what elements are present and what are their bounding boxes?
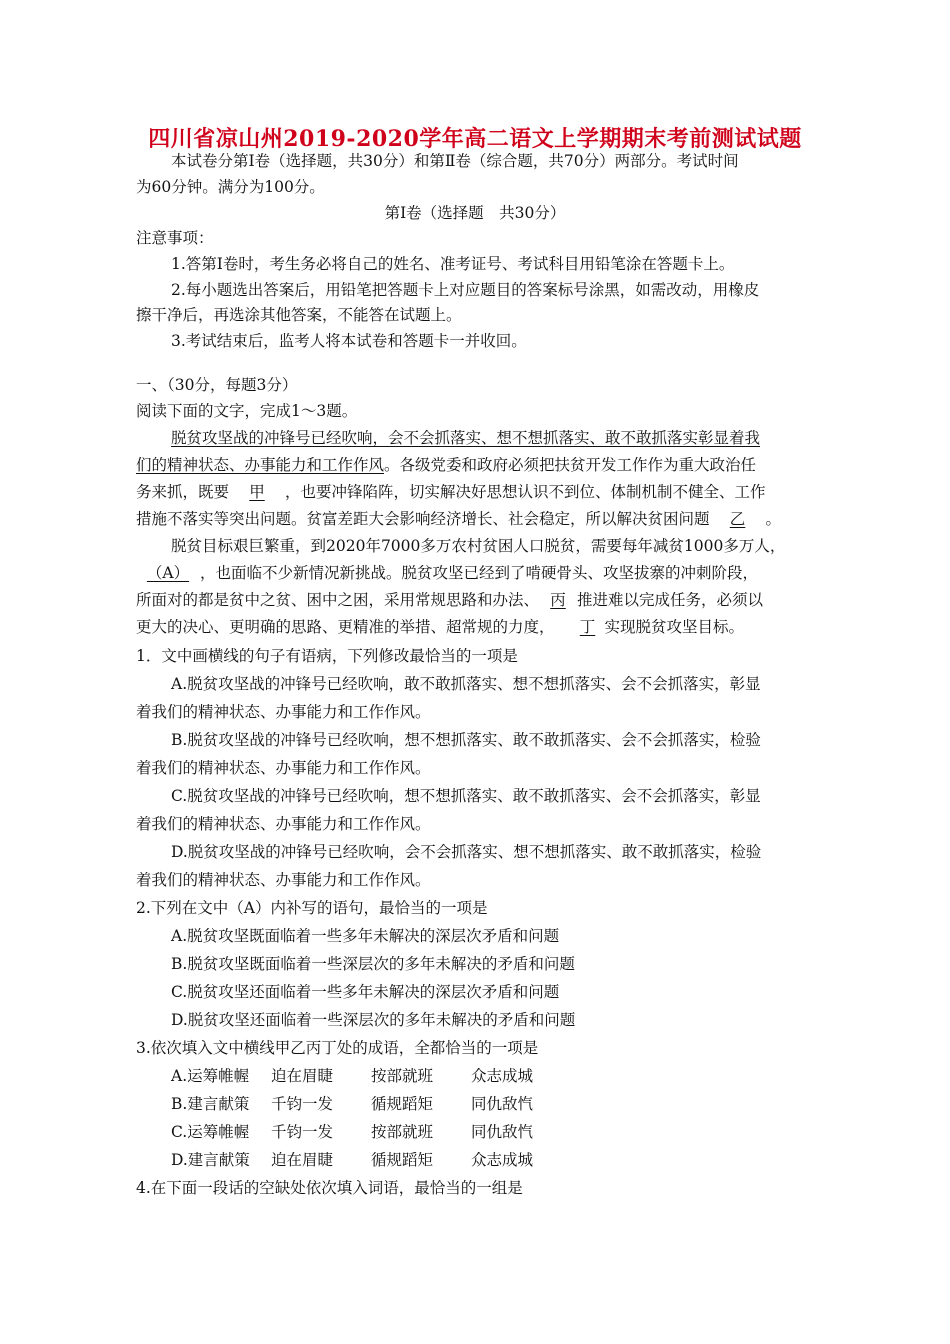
notice-item-2: 2.每小题选出答案后，用铅笔把答题卡上对应题目的答案标号涂黑，如需改动，用橡皮 <box>171 281 760 299</box>
idiom: 按部就班 <box>371 1067 434 1085</box>
part-heading: 一、（30分，每题3分） <box>136 376 298 394</box>
passage-text: ，也要冲锋陷阵，切实解决好思想认识不到位、体制机制不健全、工作 <box>285 483 766 501</box>
q2-option-c: C.脱贫攻坚还面临着一些多年未解决的深层次矛盾和问题 <box>171 983 560 1001</box>
q1-option-c-cont: 着我们的精神状态、办事能力和工作作风。 <box>136 815 431 833</box>
blank-yi: 乙 <box>729 510 746 528</box>
passage-line-8 <box>136 617 744 637</box>
idiom: 众志成城 <box>471 1067 534 1085</box>
q1-option-b: B.脱贫攻坚战的冲锋号已经吹响，想不想抓落实、敢不敢抓落实、会不会抓落实，检验 <box>171 731 761 749</box>
passage-line-6 <box>136 563 758 583</box>
idiom: 迫在眉睫 <box>271 1067 334 1085</box>
q1-option-b-cont: 着我们的精神状态、办事能力和工作作风。 <box>136 759 431 777</box>
idiom: 迫在眉睫 <box>271 1151 334 1169</box>
q1-option-c: C.脱贫攻坚战的冲锋号已经吹响，想不想抓落实、敢不敢抓落实、会不会抓落实，彰显 <box>171 787 761 805</box>
q3-option-a <box>171 1066 571 1086</box>
idiom: C.运筹帷幄 <box>171 1123 250 1141</box>
passage-line-3 <box>136 482 766 502</box>
question-3-stem: 3.依次填入文中横线甲乙丙丁处的成语，全都恰当的一项是 <box>136 1039 539 1057</box>
q2-option-a: A.脱贫攻坚既面临着一些多年未解决的深层次矛盾和问题 <box>171 927 560 945</box>
blank-A: （A） <box>146 564 190 582</box>
notice-heading: 注意事项： <box>136 229 214 247</box>
idiom: 按部就班 <box>371 1123 434 1141</box>
passage-line-5: 脱贫目标艰巨繁重，到2020年7000多万农村贫困人口脱贫，需要每年减贫1000多万人， <box>171 537 786 555</box>
question-2-stem: 2.下列在文中（A）内补写的语句，最恰当的一项是 <box>136 899 488 917</box>
passage-text: 措施不落实等突出问题。贫富差距大会影响经济增长、社会稳定，所以解决贫困问题 <box>136 510 710 528</box>
q2-option-d: D.脱贫攻坚还面临着一些深层次的多年未解决的矛盾和问题 <box>171 1011 576 1029</box>
passage-line-7 <box>136 590 763 610</box>
q3-option-c <box>171 1122 571 1142</box>
idiom: D.建言献策 <box>171 1151 250 1169</box>
notice-item-2-cont: 擦干净后，再选涂其他答案，不能答在试题上。 <box>136 306 462 324</box>
idiom: 千钧一发 <box>271 1123 334 1141</box>
blank-bing: 丙 <box>550 591 566 609</box>
passage-text: ，也面临不少新情况新挑战。脱贫攻坚已经到了啃硬骨头、攻坚拔寨的冲刺阶段， <box>200 564 759 582</box>
page-title: 四川省凉山州2019-2020学年高二语文上学期期末考前测试试题 <box>148 126 802 152</box>
idiom: B.建言献策 <box>171 1095 250 1113</box>
passage-text: 实现脱贫攻坚目标。 <box>604 618 745 636</box>
q3-option-b <box>171 1094 571 1114</box>
notice-item-1: 1.答第Ⅰ卷时，考生务必将自己的姓名、准考证号、考试科目用铅笔涂在答题卡上。 <box>171 255 735 273</box>
passage-text: 所面对的都是贫中之贫、困中之困，采用常规思路和办法、 <box>136 591 540 609</box>
passage-text: 。各级党委和政府必须把扶贫开发工作作为重大政治任 <box>384 456 757 474</box>
notice-item-3: 3.考试结束后，监考人将本试卷和答题卡一并收回。 <box>171 332 527 350</box>
q1-option-a-cont: 着我们的精神状态、办事能力和工作作风。 <box>136 703 431 721</box>
idiom: 千钧一发 <box>271 1095 334 1113</box>
reading-instruction: 阅读下面的文字，完成1～3题。 <box>136 402 358 420</box>
blank-jia: 甲 <box>249 483 265 501</box>
passage-text: 务来抓，既要 <box>136 483 230 501</box>
question-1-stem: 1．文中画横线的句子有语病，下列修改最恰当的一项是 <box>136 647 518 665</box>
idiom: 众志成城 <box>471 1151 534 1169</box>
passage-line-1: 脱贫攻坚战的冲锋号已经吹响，会不会抓落实、想不想抓落实、敢不敢抓落实彰显着我 <box>171 429 761 447</box>
question-4-stem: 4.在下面一段话的空缺处依次填入词语，最恰当的一组是 <box>136 1179 523 1197</box>
section-heading: 第Ⅰ卷（选择题 共30分） <box>384 204 566 222</box>
passage-text: 。 <box>765 510 782 528</box>
q1-option-d-cont: 着我们的精神状态、办事能力和工作作风。 <box>136 871 431 889</box>
q2-option-b: B.脱贫攻坚既面临着一些深层次的多年未解决的矛盾和问题 <box>171 955 575 973</box>
passage-line-2 <box>136 455 756 475</box>
passage-text: 推进难以完成任务，必须以 <box>577 591 764 609</box>
idiom: A.运筹帷幄 <box>171 1067 250 1085</box>
blank-ding: 丁 <box>579 618 596 636</box>
underlined-sentence-end: 们的精神状态、办事能力和工作作风 <box>136 456 385 474</box>
idiom: 同仇敌忾 <box>471 1095 534 1113</box>
q3-option-d <box>171 1150 571 1170</box>
q1-option-a: A.脱贫攻坚战的冲锋号已经吹响，敢不敢抓落实、想不想抓落实、会不会抓落实，彰显 <box>171 675 761 693</box>
idiom: 循规蹈矩 <box>371 1151 434 1169</box>
q1-option-d: D.脱贫攻坚战的冲锋号已经吹响，会不会抓落实、想不想抓落实、敢不敢抓落实，检验 <box>171 843 762 861</box>
idiom: 同仇敌忾 <box>471 1123 534 1141</box>
passage-text: 更大的决心、更明确的思路、更精准的举措、超常规的力度， <box>136 618 555 636</box>
intro-line-1: 本试卷分第Ⅰ卷（选择题，共30分）和第Ⅱ卷（综合题，共70分）两部分。考试时间 <box>171 152 739 170</box>
passage-line-4 <box>136 509 781 529</box>
idiom: 循规蹈矩 <box>371 1095 434 1113</box>
intro-line-2: 为60分钟。满分为100分。 <box>136 178 325 196</box>
